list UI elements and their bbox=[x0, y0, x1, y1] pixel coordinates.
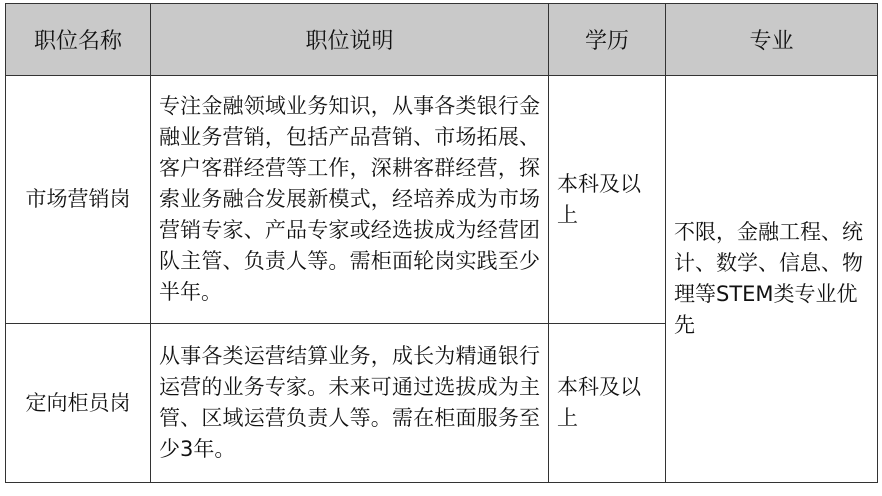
header-education: 学历 bbox=[549, 4, 666, 76]
job-positions-table bbox=[5, 3, 878, 483]
position-education: 本科及以上 bbox=[549, 76, 666, 324]
header-position-description: 职位说明 bbox=[151, 4, 549, 76]
position-description: 从事各类运营结算业务，成长为精通银行运营的业务专家。未来可通过选拔成为主管、区域运营负责人等。需在柜面服务至少3年。 bbox=[151, 324, 549, 483]
position-description: 专注金融领域业务知识，从事各类银行金融业务营销，包括产品营销、市场拓展、客户客群经营等工作，深耕客群经营，探索业务融合发展新模式，经培养成为市场营销专家、产品专家或经选拔成为经营团队主管、负责人等。需柜面轮岗实践至少半年。 bbox=[151, 76, 549, 324]
header-position-name: 职位名称 bbox=[6, 4, 151, 76]
position-title: 定向柜员岗 bbox=[6, 324, 151, 483]
table-row bbox=[6, 76, 878, 324]
position-education: 本科及以上 bbox=[549, 324, 666, 483]
position-major: 不限，金融工程、统计、数学、信息、物理等STEM类专业优先 bbox=[666, 76, 878, 483]
header-major: 专业 bbox=[666, 4, 878, 76]
position-title: 市场营销岗 bbox=[6, 76, 151, 324]
table-header-row bbox=[6, 4, 878, 76]
